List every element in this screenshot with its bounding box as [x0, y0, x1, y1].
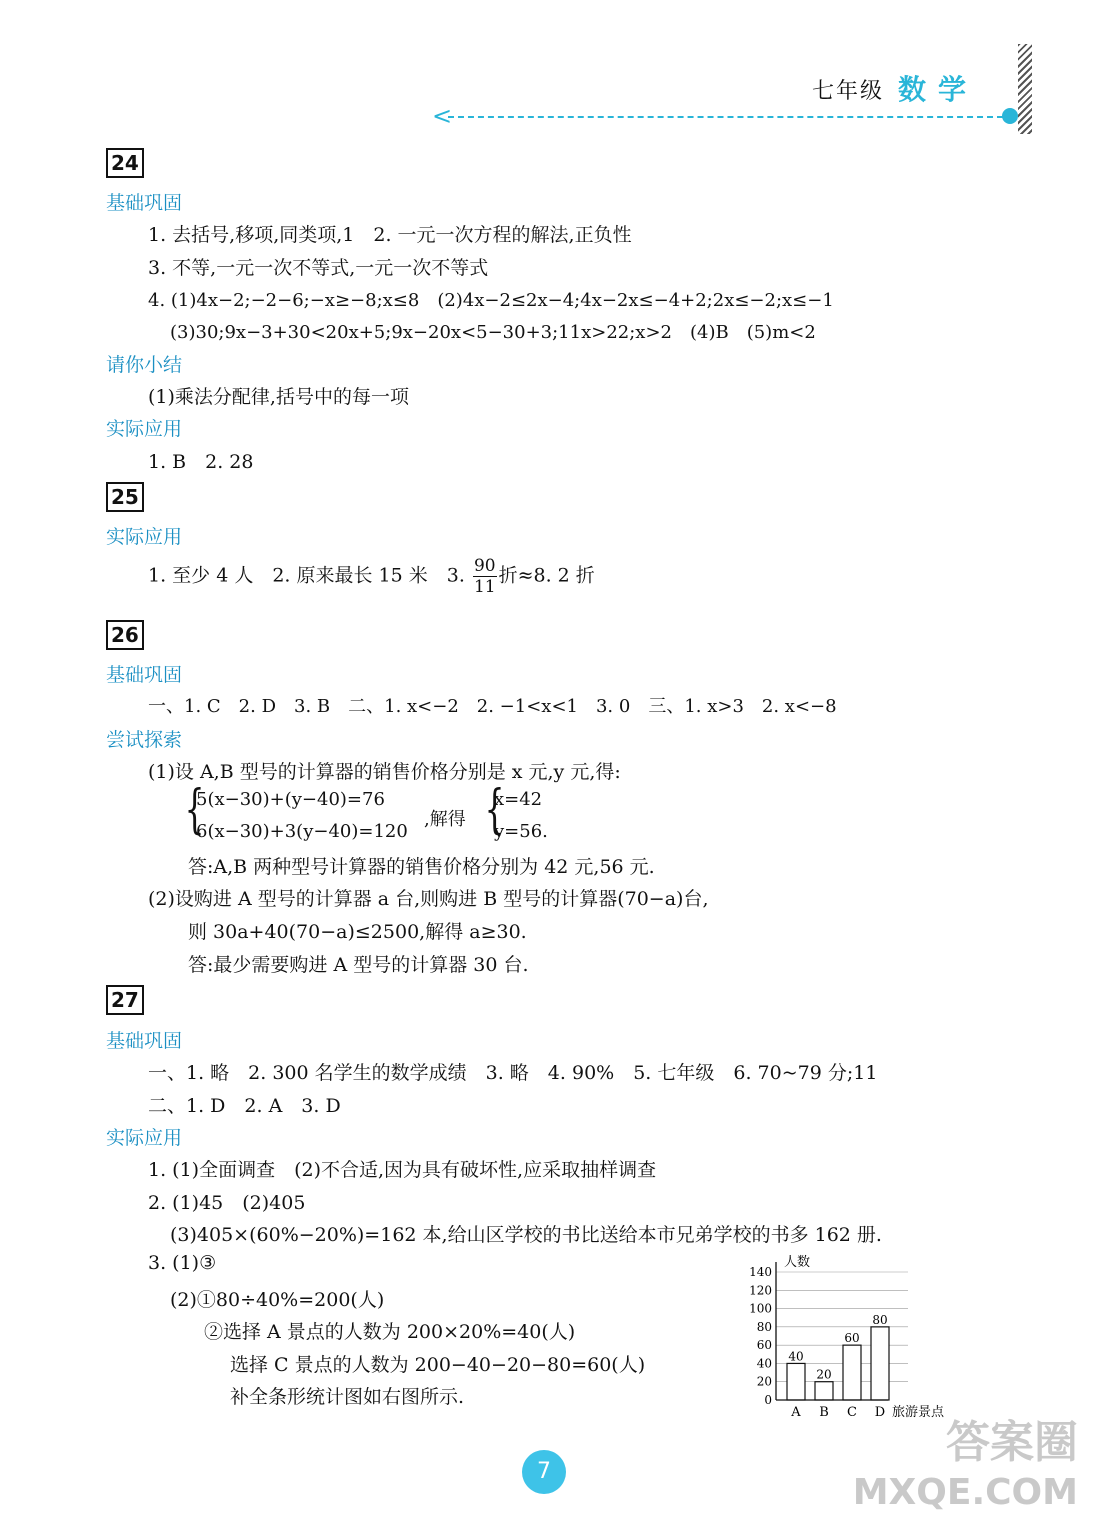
answer-line: (2)①80÷40%=200(人) — [170, 1289, 385, 1311]
bar-value-label: 80 — [872, 1312, 888, 1327]
dot-icon — [1002, 108, 1018, 124]
grade-label: 七年级 — [812, 79, 885, 104]
x-tick-label: B — [819, 1405, 829, 1420]
section-number: 25 — [106, 482, 144, 512]
bar-chart — [740, 1250, 960, 1425]
answer-text: 1. 至少 4 人 2. 原来最长 15 米 3. — [148, 564, 471, 587]
watermark-text: 答案圈 — [946, 1417, 1078, 1468]
answer-line: ②选择 A 景点的人数为 200×20%=40(人) — [204, 1321, 576, 1343]
answer-line: (1)设 A,B 型号的计算器的销售价格分别是 x 元,y 元,得: — [148, 761, 621, 783]
solution: x=42 — [494, 789, 543, 810]
section-heading: 基础巩固 — [106, 192, 183, 214]
answer-line: 1. (1)全面调查 (2)不合适,因为具有破坏性,应采取抽样调查 — [148, 1159, 657, 1181]
answer-line: 3. (1)③ — [148, 1252, 217, 1274]
answer-line: 1. B 2. 28 — [148, 451, 254, 473]
answer-line: 答:最少需要购进 A 型号的计算器 30 台. — [188, 954, 529, 976]
watermark-url: MXQE.COM — [852, 1472, 1078, 1513]
answer-line: 选择 C 景点的人数为 200−40−20−80=60(人) — [230, 1354, 646, 1376]
section-number: 27 — [106, 985, 144, 1015]
brace-symbol: { — [184, 780, 205, 840]
fraction-numerator: 90 — [473, 556, 496, 576]
answer-line: (2)设购进 A 型号的计算器 a 台,则购进 B 型号的计算器(70−a)台, — [148, 888, 709, 910]
section-heading: 实际应用 — [106, 1127, 183, 1149]
brace-symbol: { — [484, 780, 505, 840]
bar-value-label: 20 — [816, 1367, 832, 1382]
answer-line: 4. (1)4x−2;−2−6;−x≥−8;x≤8 (2)4x−2≤2x−4;4x−2x≤−4+2;2x≤−2;x≤−1 — [148, 290, 834, 311]
answer-text: ,解得 — [424, 809, 466, 830]
equation: 5(x−30)+(y−40)=76 — [196, 789, 385, 810]
fraction-denominator: 11 — [473, 577, 496, 597]
bar-C — [843, 1345, 861, 1400]
answer-line: 2. (1)45 (2)405 — [148, 1192, 306, 1214]
section-heading: 实际应用 — [106, 418, 183, 440]
answer-line: 1. 去括号,移项,同类项,1 2. 一元一次方程的解法,正负性 — [148, 224, 632, 246]
answer-line: 一、1. 略 2. 300 名学生的数学成绩 3. 略 4. 90% 5. 七年级 6. 70~79 分;11 — [148, 1062, 878, 1084]
answer-line: 则 30a+40(70−a)≤2500,解得 a≥30. — [188, 921, 527, 943]
hatch-decoration — [1018, 44, 1032, 134]
y-axis-label: 人数 — [784, 1255, 811, 1270]
y-tick-label: 80 — [756, 1319, 772, 1334]
y-tick-label: 0 — [764, 1393, 772, 1407]
section-heading: 实际应用 — [106, 526, 183, 548]
section-heading: 尝试探索 — [106, 729, 183, 751]
solution-text: y=56 — [494, 821, 543, 842]
watermark-logo — [853, 1418, 1078, 1518]
answer-line: 一、1. C 2. D 3. B 二、1. x<−2 2. −1<x<1 3. 0 三、1. x>3 2. x<−8 — [148, 696, 837, 717]
answer-line: 二、1. D 2. A 3. D — [148, 1095, 341, 1117]
solution: y=56. — [494, 821, 548, 842]
bar-B — [815, 1382, 833, 1400]
bar-D — [871, 1327, 889, 1400]
answer-line — [148, 556, 595, 597]
answer-line: (3)30;9x−3+30<20x+5;9x−20x<5−30+3;11x>22;x>2 (4)B (5)m<2 — [170, 322, 816, 343]
answer-text: 折≈8. 2 折 — [498, 564, 595, 587]
answer-line: 补全条形统计图如右图所示. — [230, 1386, 465, 1408]
section-heading: 基础巩固 — [106, 664, 183, 686]
section-heading: 基础巩固 — [106, 1030, 183, 1052]
answer-line: 答:A,B 两种型号计算器的销售价格分别为 42 元,56 元. — [188, 856, 655, 878]
y-tick-label: 120 — [749, 1283, 772, 1298]
arrow-left-icon: < — [432, 102, 453, 130]
answer-line: (1)乘法分配律,括号中的每一项 — [148, 386, 409, 408]
bar-value-label: 60 — [844, 1331, 860, 1346]
x-tick-label: D — [874, 1405, 886, 1420]
bar-A — [787, 1363, 805, 1400]
y-tick-label: 100 — [749, 1301, 772, 1316]
section-heading: 请你小结 — [106, 354, 183, 376]
y-tick-label: 20 — [756, 1374, 772, 1389]
chart-bars — [787, 1313, 889, 1400]
fraction — [473, 556, 497, 597]
equation: 6(x−30)+3(y−40)=120 — [196, 821, 408, 842]
y-tick-label: 60 — [756, 1338, 772, 1353]
y-tick-label: 40 — [756, 1356, 772, 1371]
x-axis-label: 旅游景点 — [892, 1405, 945, 1420]
page-number: 7 — [522, 1450, 566, 1494]
header-dashed-line — [448, 116, 1003, 118]
answer-line: 3. 不等,一元一次不等式,一元一次不等式 — [148, 257, 489, 279]
x-tick-label: A — [791, 1405, 801, 1420]
bar-value-label: 40 — [788, 1349, 804, 1364]
y-tick-labels — [749, 1265, 772, 1407]
section-number: 24 — [106, 148, 144, 178]
y-tick-label: 140 — [749, 1265, 772, 1279]
subject-title: 数学 — [898, 73, 979, 106]
answer-line: (3)405×(60%−20%)=162 本,给山区学校的书比送给本市兄弟学校的书多 162 册. — [170, 1224, 882, 1246]
x-tick-label: C — [847, 1405, 857, 1420]
section-number: 26 — [106, 620, 144, 650]
